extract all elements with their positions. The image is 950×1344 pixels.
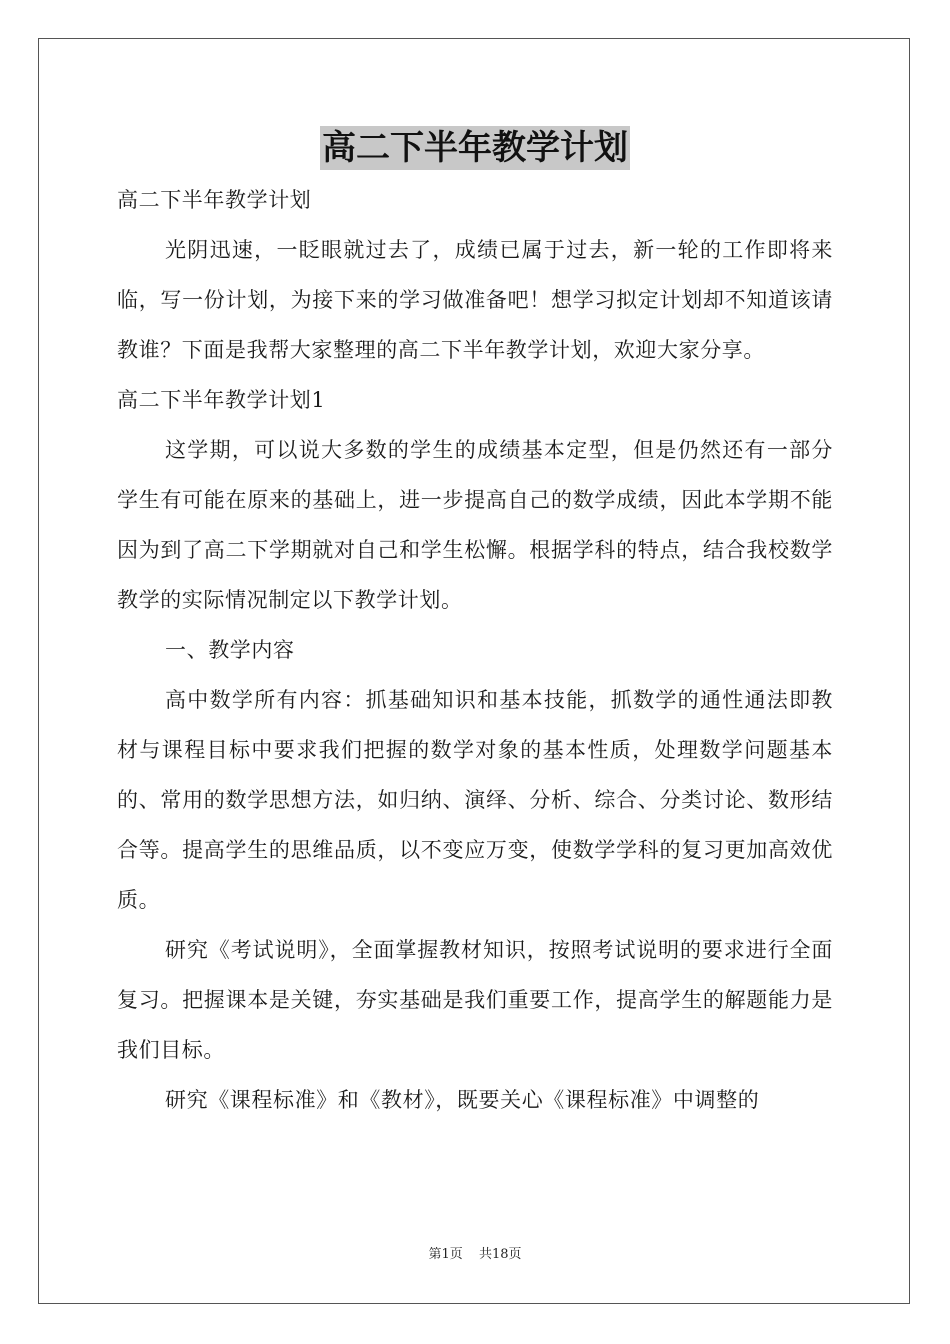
body-paragraph: 研究《考试说明》，全面掌握教材知识，按照考试说明的要求进行全面复习。把握课本是关键，夯实基础是我们重要工作，提高学生的解题能力是我们目标。 (117, 938, 833, 1062)
section-heading: 高二下半年教学计划1 (117, 388, 326, 412)
body-paragraph: 这学期，可以说大多数的学生的成绩基本定型，但是仍然还有一部分学生有可能在原来的基础上，进一步提高自己的数学成绩，因此本学期不能因为到了高二下学期就对自己和学生松懈。根据学科的特点，结合我校数学教学的实际情况制定以下教学计划。 (117, 438, 833, 612)
document-title: 高二下半年教学计划 (322, 128, 628, 168)
intro-paragraph: 光阴迅速，一眨眼就过去了，成绩已属于过去，新一轮的工作即将来临，写一份计划，为接下来的学习做准备吧！想学习拟定计划却不知道该请教谁？下面是我帮大家整理的高二下半年教学计划，欢迎大家分享。 (117, 238, 833, 362)
body-paragraph: 研究《课程标准》和《教材》，既要关心《课程标准》中调整的 (165, 1088, 760, 1112)
body-paragraph: 高中数学所有内容：抓基础知识和基本技能，抓数学的通性通法即教材与课程目标中要求我们把握的数学对象的基本性质，处理数学问题基本的、常用的数学思想方法，如归纳、演绎、分析、综合、分类讨论、数形结合等。提高学生的思维品质，以不变应万变，使数学学科的复习更加高效优质。 (117, 688, 833, 912)
page-total: 共18页 (478, 1247, 522, 1262)
section-heading: 高二下半年教学计划 (117, 188, 312, 212)
page-number: 第1页 (428, 1247, 463, 1262)
title-container (0, 126, 950, 170)
subsection-heading: 一、教学内容 (165, 638, 295, 662)
page-footer (0, 1246, 950, 1264)
document-body (117, 175, 833, 1125)
